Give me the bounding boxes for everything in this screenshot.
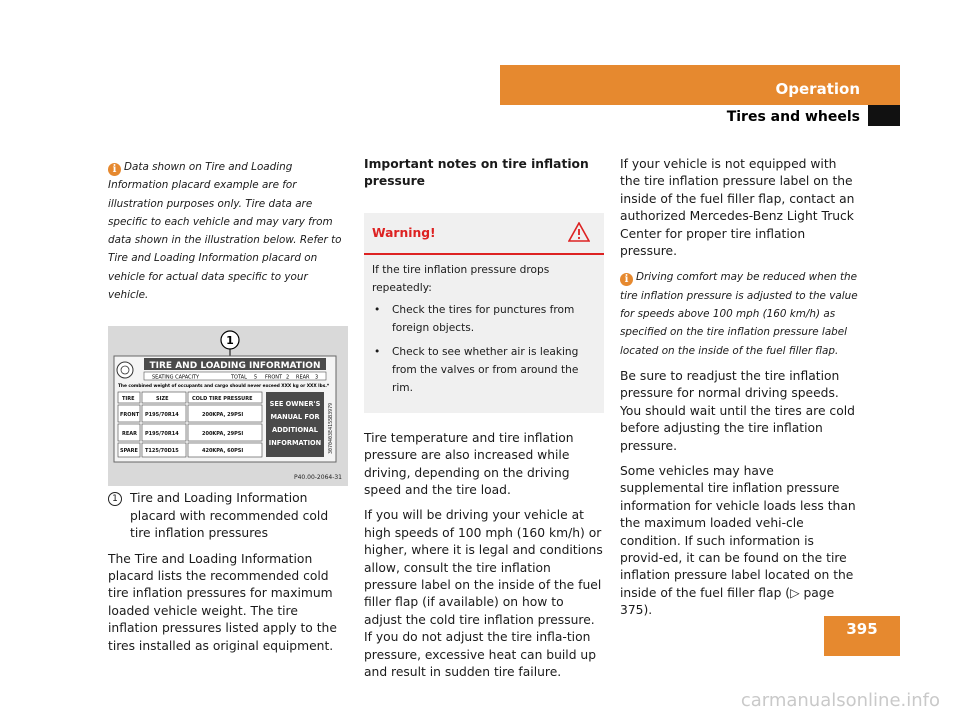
row-rear-size: P195/70R14 (145, 431, 179, 438)
th-pressure: COLD TIRE PRESSURE (192, 396, 253, 403)
figure-code: P40.00-2064-31 (293, 474, 342, 482)
row-rear-tire: REAR (122, 431, 137, 438)
total-label: TOTAL (231, 374, 247, 381)
warning-title: Warning! (372, 225, 436, 240)
row-front-size: P195/70R14 (145, 412, 179, 419)
placard-title: TIRE AND LOADING INFORMATION (149, 361, 321, 372)
row-front-tire: FRONT (120, 412, 140, 419)
page-number: 395 (846, 620, 878, 638)
see-manual-3: ADDITIONAL (272, 426, 318, 435)
paragraph: Some vehicles may have supplemental tire inflation pressure information for vehicle loads less than the maximum loaded vehi-cle condition. If such information is provid-ed, it can be found on the tire inflation pressure label located on the inside of the fuel filler flap (▷ page 375). (620, 463, 856, 618)
placard-figure (108, 326, 348, 486)
column-2 (364, 156, 604, 690)
column-1 (108, 158, 348, 663)
subsection-title: Tires and wheels (726, 109, 860, 125)
info-icon: i (620, 273, 633, 286)
warning-triangle-icon (568, 222, 590, 242)
info-note-text: Driving comfort may be reduced when the tire inflation pressure is adjusted to the value for speeds above 100 mph (160 km/h) as specified on the tire inflation pressure label located on the inside of the fuel filler flap. (620, 271, 858, 357)
info-icon: i (108, 163, 121, 176)
placard-paragraph: The Tire and Loading Information placard lists the recommended cold tire inflation pressures for maximum loaded vehicle weight. The tire inflation pressures listed apply to the tires installed as original equipment. (108, 551, 337, 653)
warning-header (364, 213, 604, 255)
column-3 (620, 156, 860, 628)
figure-callout: 1 (226, 334, 234, 348)
combined-weight-note: The combined weight of occupants and cargo should never exceed XXX kg or XXX lbs.* (118, 384, 330, 390)
see-manual-1: SEE OWNER'S (269, 400, 321, 409)
paragraph: Tire temperature and tire inflation pressure are also increased while driving, depending on the driving speed and the tire load. (364, 430, 574, 498)
tire-logo-icon (117, 362, 133, 378)
header-marker (868, 105, 900, 126)
th-size: SIZE (156, 396, 169, 403)
rear-label: REAR (296, 374, 310, 381)
callout-number: 1 (108, 492, 122, 506)
row-spare-size: T125/70D15 (145, 448, 179, 455)
warning-list (372, 301, 594, 397)
rear-value: 3 (315, 374, 319, 381)
barcode-text: 3070403E4155B3979 (328, 403, 334, 455)
warning-bullet: • Check the tires for punctures from foreign objects. (372, 301, 594, 337)
front-label: FRONT (265, 374, 283, 381)
see-manual-2: MANUAL FOR (270, 413, 320, 422)
section-heading: Important notes on tire inflation pressure (364, 157, 589, 189)
total-value: 5 (254, 374, 258, 381)
th-tire: TIRE (122, 396, 135, 403)
info-note (620, 268, 860, 359)
paragraph: Be sure to readjust the tire inflation pressure for normal driving speeds. You should wait until the tires are cold before adjusting the tire inflation pressure. (620, 368, 855, 453)
warning-box (364, 213, 604, 413)
see-manual-4: INFORMATION (268, 439, 322, 448)
callout-text: Tire and Loading Information placard with recommended cold tire inflation pressures (130, 491, 329, 541)
paragraph: If you will be driving your vehicle at high speeds of 100 mph (160 km/h) or higher, where it is legal and conditions allow, consult the tire inflation pressure label on the inside of the fuel filler flap (if available) on how to adjust the cold tire inflation pressure. If you do not adjust the tire infla-tion pressure, excessive heat can build up and result in sudden tire failure. (364, 508, 603, 680)
front-value: 2 (286, 374, 290, 381)
warning-body (364, 255, 604, 413)
row-front-pressure: 200KPA, 29PSI (202, 412, 244, 419)
paragraph: If your vehicle is not equipped with the tire inflation pressure label on the inside of the fuel filler flap, contact an authorized Mercedes-Benz Light Truck Center for proper tire inflation pressure. (620, 157, 855, 259)
seating-capacity: SEATING CAPACITY (152, 374, 200, 381)
row-spare-pressure: 420KPA, 60PSI (202, 448, 244, 455)
row-rear-pressure: 200KPA, 29PSI (202, 431, 244, 438)
warning-bullet: • Check to see whether air is leaking from the valves or from around the rim. (372, 343, 594, 397)
placard-illustration (108, 326, 348, 486)
row-spare-tire: SPARE (120, 448, 138, 455)
watermark: carmanualsonline.info (740, 690, 940, 711)
info-note-text: Data shown on Tire and Loading Information placard example are for illustration purposes only. Tire data are specific to each vehicle and may vary from data shown in the illustration below. Refer to Tire and Loading Information placard on vehicle for actual data specific to your vehicle. (108, 161, 342, 302)
warning-intro: If the tire inflation pressure drops repeatedly: (372, 263, 550, 294)
section-title: Operation (775, 80, 860, 98)
info-note (108, 158, 348, 304)
callout-legend (108, 490, 348, 542)
